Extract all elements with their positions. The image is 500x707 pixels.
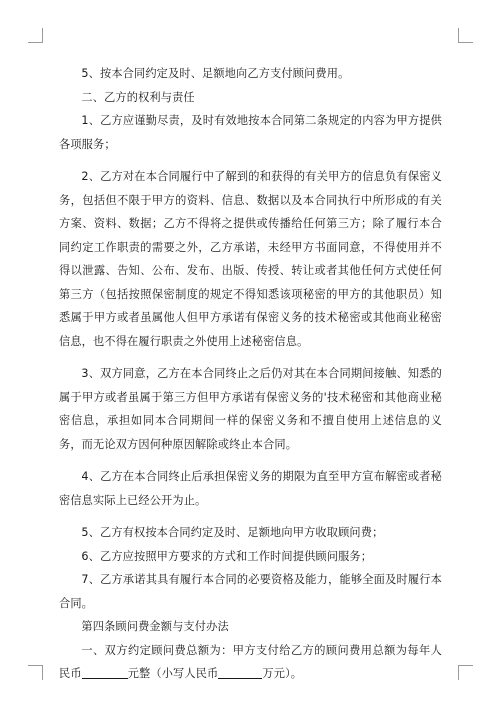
fee-text-part2: 元整（小写人民币 bbox=[127, 667, 219, 680]
crop-mark-top-left bbox=[28, 28, 43, 43]
section-heading-party-b: 二、乙方的权利与责任 bbox=[81, 90, 195, 104]
paragraph-fee-amount bbox=[59, 639, 442, 686]
section-heading-fees: 第四条顾问费金额与支付办法 bbox=[81, 620, 229, 633]
fee-text-part1: 一、双方约定顾问费总额为：甲方支付给乙方的顾问费用总额为每年人民币 bbox=[59, 643, 442, 680]
paragraph-diligence: 1、乙方应谨勤尽责，及时有效地按本合同第二条规定的内容为甲方提供各项服务； bbox=[59, 114, 442, 151]
fee-text-part3: 万元）。 bbox=[262, 667, 303, 680]
crop-mark-top-right bbox=[458, 28, 473, 43]
paragraph-qualification: 7、乙方承诺其具有履行本合同的必要资格及能力，能够全面及时履行本合同。 bbox=[59, 573, 442, 610]
paragraph-service-manner: 6、乙方应按照甲方要求的方式和工作时间提供顾问服务； bbox=[81, 549, 373, 563]
crop-mark-bottom-left bbox=[28, 665, 43, 680]
document-page bbox=[59, 62, 442, 686]
fee-annual-blank-cont[interactable] bbox=[106, 666, 128, 679]
fee-annual-blank[interactable] bbox=[82, 666, 106, 679]
paragraph-confidentiality-term: 4、乙方在本合同终止后承担保密义务的期限为直至甲方宣布解密或者秘密信息实际上已经公开为止。 bbox=[59, 470, 442, 507]
paragraph-post-termination: 3、双方同意，乙方在本合同终止之后仍对其在本合同期间接触、知悉的属于甲方或者虽属于第三方但甲方承诺有保密义务的'技术秘密和其他商业秘密信息，承担如同本合同期间一样的保密义务和不擅自使用上述信息的义务，而无论双方因何种原因解除或终止本合同。 bbox=[59, 367, 442, 451]
crop-mark-bottom-right bbox=[458, 665, 473, 680]
paragraph-payment-obligation: 5、按本合同约定及时、足额地向乙方支付顾问费用。 bbox=[81, 67, 350, 80]
paragraph-confidentiality: 2、乙方对在本合同履行中了解到的和获得的有关甲方的信息负有保密义务，包括但不限于甲方的资料、信息、数据以及本合同执行中所形成的有关方案、资料、数据；乙方不得将之提供或传播给任何第三方；除了履行本合同约定工作职责的需要之外，乙方承诺，未经甲方书面同意，不得使用并不得以泄露、告知、公布、发布、出版、传授、转让或者其他任何方式使任何第三方（包括按照保密制度的规定不得知悉该项秘密的甲方的其他职员）知悉属于甲方或者虽属他人但甲方承诺有保密义务的技术秘密或其他商业秘密信息，也不得在履行职责之外使用上述秘密信息。 bbox=[59, 170, 442, 348]
paragraph-fee-right: 5、乙方有权按本合同约定及时、足额地向甲方收取顾问费； bbox=[81, 526, 384, 539]
fee-numeric-blank[interactable] bbox=[218, 666, 262, 679]
